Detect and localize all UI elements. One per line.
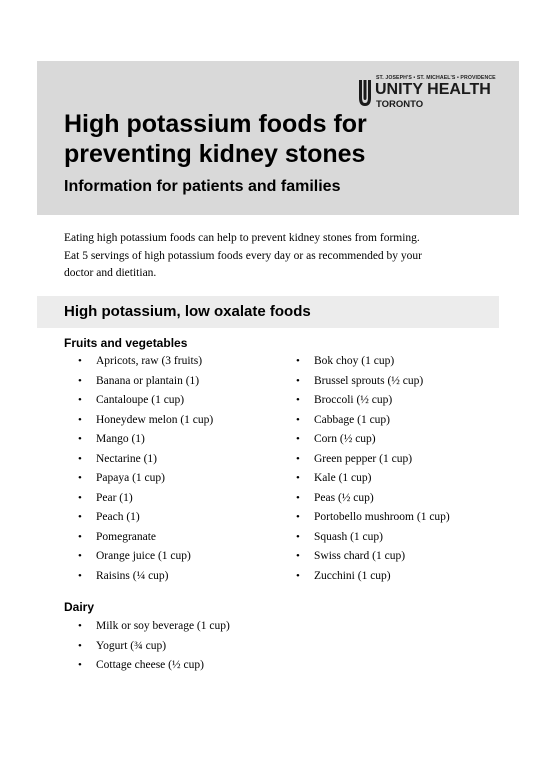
intro-paragraph [64, 230, 484, 283]
page-title-line-2: preventing kidney stones [64, 140, 366, 168]
list-item: • Papaya (1 cup) [78, 469, 213, 489]
list-item: • Cantaloupe (1 cup) [78, 391, 213, 411]
list-item: • Raisins (¼ cup) [78, 567, 213, 587]
list-item: • Banana or plantain (1) [78, 372, 213, 392]
list-item: • Yogurt (¾ cup) [78, 637, 230, 657]
list-item: • Orange juice (1 cup) [78, 547, 213, 567]
list-item: • Pomegranate [78, 528, 213, 548]
unity-health-logo [358, 75, 498, 111]
list-item: • Milk or soy beverage (1 cup) [78, 617, 230, 637]
dairy-list [78, 617, 230, 676]
list-item: • Cabbage (1 cup) [296, 411, 450, 431]
list-item: • Swiss chard (1 cup) [296, 547, 450, 567]
list-item: • Pear (1) [78, 489, 213, 509]
list-item: • Mango (1) [78, 430, 213, 450]
logo-name: UNITY HEALTH [375, 81, 491, 98]
intro-line-1: Eating high potassium foods can help to prevent kidney stones from forming. [64, 232, 420, 244]
logo-city: TORONTO [376, 99, 424, 110]
fruits-list-left [78, 352, 213, 586]
header-banner [37, 61, 519, 215]
list-item: • Apricots, raw (3 fruits) [78, 352, 213, 372]
list-item: • Kale (1 cup) [296, 469, 450, 489]
group-title-fruits-vegetables: Fruits and vegetables [64, 336, 188, 350]
list-item: • Portobello mushroom (1 cup) [296, 508, 450, 528]
intro-line-3: doctor and dietitian. [64, 267, 157, 279]
list-item: • Cottage cheese (½ cup) [78, 656, 230, 676]
list-item: • Peach (1) [78, 508, 213, 528]
list-item: • Corn (½ cup) [296, 430, 450, 450]
page-subtitle: Information for patients and families [64, 178, 341, 195]
list-item: • Broccoli (½ cup) [296, 391, 450, 411]
group-title-dairy: Dairy [64, 600, 95, 614]
section-header [37, 296, 499, 328]
list-item: • Zucchini (1 cup) [296, 567, 450, 587]
page-title [64, 109, 367, 169]
list-item: • Green pepper (1 cup) [296, 450, 450, 470]
unity-health-logo-icon [358, 78, 372, 108]
list-item: • Squash (1 cup) [296, 528, 450, 548]
vegetables-list-right [296, 352, 450, 586]
intro-line-2: Eat 5 servings of high potassium foods every day or as recommended by your [64, 249, 423, 262]
logo-tagline: ST. JOSEPH'S • ST. MICHAEL'S • PROVIDENCE [376, 75, 496, 81]
list-item: • Bok choy (1 cup) [296, 352, 450, 372]
list-item: • Honeydew melon (1 cup) [78, 411, 213, 431]
section-title: High potassium, low oxalate foods [64, 303, 311, 320]
list-item: • Brussel sprouts (½ cup) [296, 372, 450, 392]
list-item: • Peas (½ cup) [296, 489, 450, 509]
list-item: • Nectarine (1) [78, 450, 213, 470]
page-title-line-1: High potassium foods for [64, 110, 367, 138]
